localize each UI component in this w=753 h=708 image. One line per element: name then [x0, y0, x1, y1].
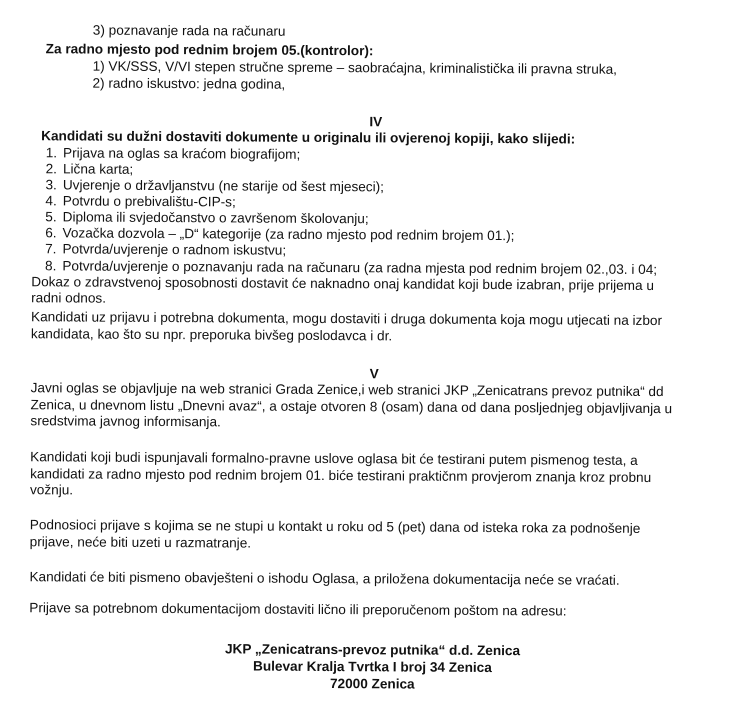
address-line-3: 72000 Zenica [329, 676, 415, 692]
testing-line-2: kandidati za radno mjesto pod rednim brojem 01. biće testirani praktičnm provjerom znanja kroz probnu [30, 466, 652, 485]
position-05-item-2: 2) radno iskustvo: jedna godina, [92, 75, 286, 92]
publication-line-3: sredstvima javnog informisanja. [30, 413, 221, 430]
list-item: 5. Diploma ili svjedočanstvo o završenom školovanju; [45, 209, 369, 227]
publication-line-2: Zenica, u dnevnom listu „Dnevni avaz“, a ostaje otvoren 8 (osam) dana od dana posljednjeg objavljivanja u [30, 397, 673, 417]
list-item: 2. Lična karta; [45, 161, 134, 177]
list-item: 4. Potvrdu o prebivalištu-CIP-s; [45, 193, 236, 210]
position-05-item-1: 1) VK/SSS, V/VI stepen stručne spreme – saobraćajna, kriminalistička ili pravna struka, [92, 58, 617, 77]
publication-line-1: Javni oglas se objavljuje na web stranici Grada Zenice,i web stranici JKP „Zenicatrans prevoz putnika“ dd [30, 380, 664, 400]
section-iv-heading: Kandidati su dužni dostaviti dokumente u originalu ili ovjerenoj kopiji, kako slijedi: [41, 128, 576, 147]
list-item: 6. Vozačka dozvola – „D“ kategorije (za radno mjesto pod rednim brojem 01.); [45, 225, 515, 244]
health-proof-line-1: Dokaz o zdravstvenoj sposobnosti dostavit će naknadno onaj kandidat koji bude izabran, prije prijema u [31, 274, 654, 293]
contact-line-2: prijave, neće biti uzeti u razmatranje. [29, 534, 252, 551]
list-item: 1. Prijava na oglas sa kraćom biografijom; [45, 145, 301, 162]
health-proof-line-2: radni odnos. [31, 290, 107, 306]
extra-docs-line-1: Kandidati uz prijavu i potrebna dokumenta, mogu dostaviti i druga dokumenta koja mogu utjecati na izbor [31, 309, 663, 329]
list-item: 8. Potvrda/uvjerenje o poznavanju rada na računaru (za radna mjesta pod rednim brojem 02.,03. i 04; [44, 258, 658, 278]
section-iv-numeral: IV [369, 114, 383, 130]
notification-paragraph: Kandidati će biti pismeno obavješteni o ishodu Oglasa, a priložena dokumentacija neće se vraćati. [29, 569, 620, 588]
requirement-item-3: 3) poznavanje rada na računaru [92, 22, 286, 39]
list-item: 3. Uvjerenje o državljanstvu (ne starije od šest mjeseci); [45, 177, 385, 195]
section-v-numeral: V [369, 366, 379, 382]
list-item: 7. Potvrda/uvjerenje o radnom iskustvu; [45, 241, 287, 258]
contact-line-1: Podnosioci prijave s kojima se ne stupi u kontakt u roku od 5 (pet) dana od isteka roka za podnošenje [29, 517, 641, 536]
testing-line-1: Kandidati koji budi ispunjavali formalno-pravne uslove oglasa bit će testirani putem pismenog testa, a [30, 449, 638, 468]
address-line-1: JKP „Zenicatrans-prevoz putnika“ d.d. Zenica [224, 641, 521, 659]
submission-paragraph: Prijave sa potrebnom dokumentacijom dostaviti lično ili preporučenom poštom na adresu: [29, 600, 567, 619]
position-05-heading: Za radno mjesto pod rednim brojem 05.(kontrolor): [45, 41, 374, 59]
address-line-2: Bulevar Kralja Tvrtka I broj 34 Zenica [253, 658, 492, 676]
testing-line-3: vožnju. [29, 482, 74, 498]
extra-docs-line-2: kandidata, kao što su npr. preporuka bivšeg poslodavca i dr. [30, 326, 393, 344]
